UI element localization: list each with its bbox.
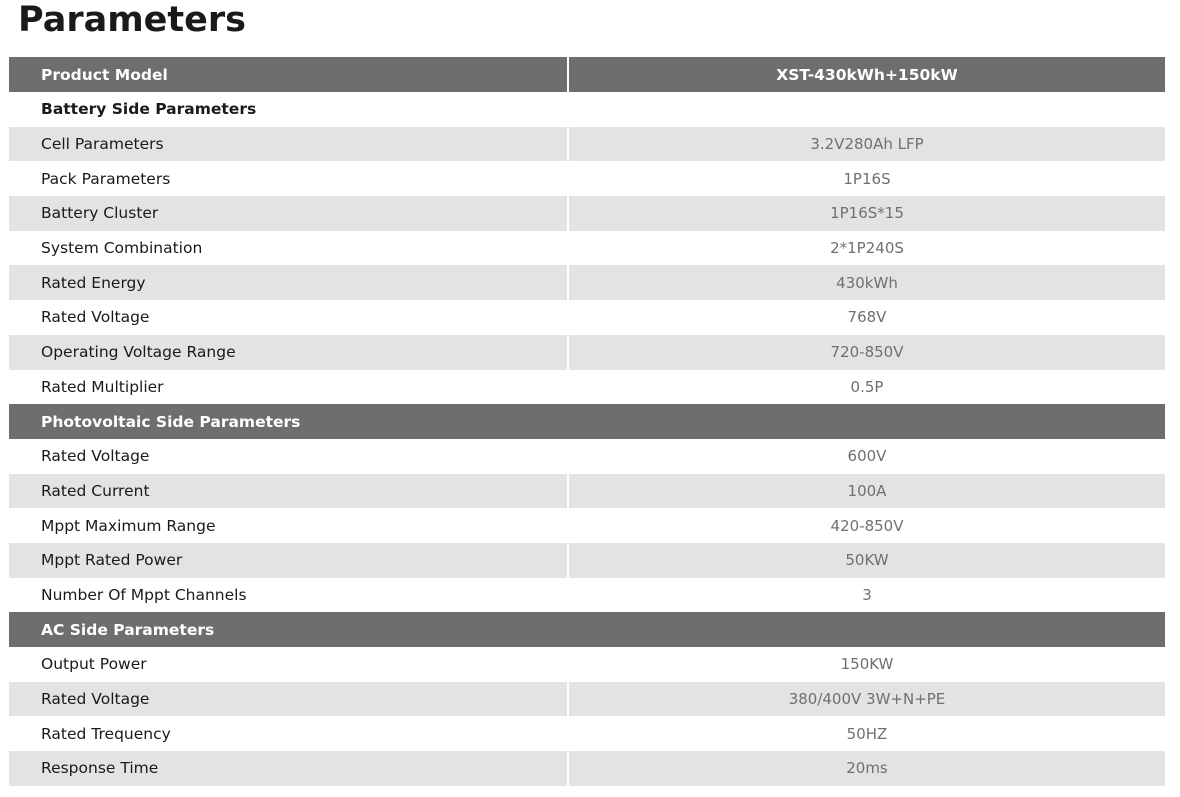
row-label: Rated Energy (41, 273, 146, 292)
row-value: 50KW (567, 543, 1165, 578)
row-label: Rated Multiplier (41, 377, 164, 396)
table-row (9, 370, 1165, 405)
header-label: Product Model (41, 65, 168, 84)
row-value: 420-850V (567, 508, 1165, 543)
row-label: System Combination (41, 239, 203, 258)
row-value: 3 (567, 578, 1165, 613)
row-value: 768V (567, 300, 1165, 335)
table-row (9, 231, 1165, 266)
header-value: XST-430kWh+150kW (567, 57, 1165, 92)
table-row (9, 508, 1165, 543)
row-value: 430kWh (567, 265, 1165, 300)
row-label: Cell Parameters (41, 135, 164, 154)
row-value: 600V (567, 439, 1165, 474)
row-label: Rated Voltage (41, 447, 150, 466)
table-row (9, 578, 1165, 613)
section-title: Battery Side Parameters (41, 100, 257, 119)
row-value: 20ms (567, 751, 1165, 786)
table-row (9, 300, 1165, 335)
parameters-table (9, 57, 1165, 786)
row-value: 1P16S (567, 161, 1165, 196)
table-row (9, 647, 1165, 682)
table-row (9, 682, 1165, 717)
section-title: AC Side Parameters (41, 620, 215, 639)
row-label: Mppt Maximum Range (41, 516, 216, 535)
table-row (9, 196, 1165, 231)
section-header-photovoltaic (9, 404, 1165, 439)
table-row (9, 161, 1165, 196)
table-row (9, 543, 1165, 578)
row-value: 50HZ (567, 716, 1165, 751)
row-label: Mppt Rated Power (41, 551, 183, 570)
row-value: 100A (567, 474, 1165, 509)
section-header-battery (9, 92, 1165, 127)
row-value: 2*1P240S (567, 231, 1165, 266)
table-row (9, 127, 1165, 162)
row-label: Rated Trequency (41, 724, 171, 743)
row-label: Rated Voltage (41, 308, 150, 327)
row-value: 380/400V 3W+N+PE (567, 682, 1165, 717)
table-header-row (9, 57, 1165, 92)
table-row (9, 265, 1165, 300)
table-row (9, 439, 1165, 474)
table-row (9, 751, 1165, 786)
section-header-ac (9, 612, 1165, 647)
row-label: Number Of Mppt Channels (41, 585, 247, 604)
row-value: 0.5P (567, 370, 1165, 405)
row-label: Operating Voltage Range (41, 343, 236, 362)
table-row (9, 474, 1165, 509)
section-title: Photovoltaic Side Parameters (41, 412, 301, 431)
row-label: Response Time (41, 759, 159, 778)
row-label: Pack Parameters (41, 169, 171, 188)
row-value: 3.2V280Ah LFP (567, 127, 1165, 162)
row-label: Battery Cluster (41, 204, 159, 223)
row-label: Rated Current (41, 481, 150, 500)
row-value: 1P16S*15 (567, 196, 1165, 231)
table-row (9, 335, 1165, 370)
row-value: 150KW (567, 647, 1165, 682)
row-value: 720-850V (567, 335, 1165, 370)
page-title: Parameters (18, 0, 246, 40)
row-label: Rated Voltage (41, 690, 150, 709)
row-label: Output Power (41, 655, 147, 674)
table-row (9, 716, 1165, 751)
